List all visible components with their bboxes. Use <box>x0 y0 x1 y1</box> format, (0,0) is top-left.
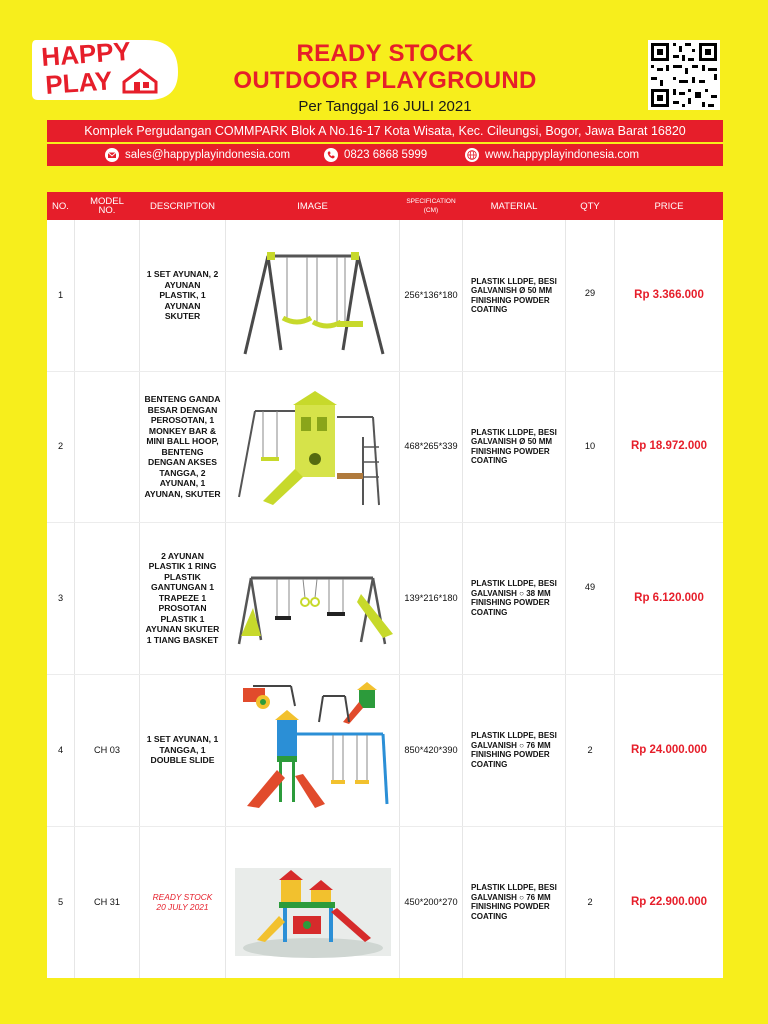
row-qty: 49 <box>584 582 596 592</box>
fort-playset-image <box>226 371 399 522</box>
swing-set-image <box>226 220 399 371</box>
phone-text: 0823 6868 5999 <box>344 149 428 161</box>
contact-bar <box>47 144 723 166</box>
row-price: Rp 18.972.000 <box>630 440 708 453</box>
header-titles <box>180 40 590 115</box>
phone-icon <box>324 148 338 162</box>
row-model <box>75 220 139 371</box>
date-label: Per Tanggal 16 JULI 2021 <box>298 98 472 115</box>
row-price: Rp 24.000.000 <box>630 743 708 756</box>
website-text: www.happyplayindonesia.com <box>485 149 640 161</box>
row-price: Rp 3.366.000 <box>634 289 704 302</box>
header-specification: SPECIFICATION (CM) <box>406 198 456 214</box>
website-contact[interactable] <box>465 144 639 166</box>
table-row <box>47 826 723 978</box>
svg-text:HAPPY: HAPPY <box>40 35 132 72</box>
swing-slide-image <box>226 522 399 674</box>
row-number: 4 <box>57 744 64 755</box>
table-row <box>47 220 723 372</box>
row-description: BENTENG GANDA BESAR DENGAN PEROSOTAN, 1 MONKEY BAR & MINI BALL HOOP, BENTENG DENGAN AKSES TANGGA, 2 AYUNAN, 1 AYUNAN, SKUTER <box>144 394 221 499</box>
price-table <box>47 192 723 978</box>
table-header <box>47 192 723 220</box>
header-price: PRICE <box>654 200 684 212</box>
row-material: PLASTIK LLDPE, BESI GALVANISH ○ 38 MM FINISHING POWDER COATING <box>471 579 557 617</box>
row-qty: 2 <box>587 744 593 755</box>
row-model: CH 31 <box>93 896 121 907</box>
row-description: 2 AYUNAN PLASTIK 1 RING PLASTIK GANTUNGAN 1 TRAPEZE 1 PROSOTAN PLASTIK 1 AYUNAN SKUTER 1 TIANG BASKET <box>145 550 220 645</box>
address-bar: Komplek Pergudangan COMMPARK Blok A No.16-17 Kota Wisata, Kec. Cileungsi, Bogor, Jawa Barat 16820 <box>47 120 723 142</box>
row-model <box>75 522 139 674</box>
row-number: 5 <box>57 896 64 907</box>
row-qty: 29 <box>584 288 596 298</box>
row-model: CH 03 <box>93 744 121 755</box>
row-number: 1 <box>57 290 64 301</box>
row-material: PLASTIK LLDPE, BESI GALVANISH Ø 50 MM FINISHING POWDER COATING <box>471 427 557 465</box>
email-contact[interactable] <box>105 144 290 166</box>
row-description: 1 SET AYUNAN, 2 AYUNAN PLASTIK, 1 AYUNAN SKUTER <box>146 269 219 322</box>
playground-ch03-image <box>226 674 399 826</box>
table-row <box>47 674 723 827</box>
row-material: PLASTIK LLDPE, BESI GALVANISH ○ 76 MM FINISHING POWDER COATING <box>471 883 557 921</box>
row-specification: 139*216*180 <box>404 592 458 603</box>
row-material: PLASTIK LLDPE, BESI GALVANISH ○ 76 MM FINISHING POWDER COATING <box>471 731 557 769</box>
row-number: 2 <box>57 441 64 452</box>
row-specification: 450*200*270 <box>404 896 458 907</box>
title-ready-stock: READY STOCK <box>296 40 474 67</box>
row-description: 1 SET AYUNAN, 1 TANGGA, 1 DOUBLE SLIDE <box>146 734 219 766</box>
header-material: MATERIAL <box>490 200 538 212</box>
playground-ch31-image <box>226 826 399 978</box>
header-image: IMAGE <box>297 200 328 212</box>
header-qty: QTY <box>580 200 600 212</box>
row-material: PLASTIK LLDPE, BESI GALVANISH Ø 50 MM FINISHING POWDER COATING <box>471 276 557 314</box>
row-specification: 468*265*339 <box>404 441 458 452</box>
header-no: NO. <box>52 200 69 212</box>
table-row <box>47 522 723 675</box>
email-text: sales@happyplayindonesia.com <box>125 149 291 161</box>
globe-icon <box>465 148 479 162</box>
row-specification: 256*136*180 <box>404 290 458 301</box>
row-qty: 2 <box>587 896 593 907</box>
header-model: MODEL NO. <box>90 196 124 216</box>
email-icon <box>105 148 119 162</box>
table-row <box>47 371 723 523</box>
row-model <box>75 371 139 522</box>
row-price: Rp 22.900.000 <box>630 895 708 908</box>
row-qty: 10 <box>584 441 596 452</box>
header-description: DESCRIPTION <box>150 200 215 212</box>
row-price: Rp 6.120.000 <box>634 591 704 604</box>
qr-code-icon <box>648 40 720 110</box>
row-number: 3 <box>57 592 64 603</box>
row-description-ready-stock-note: READY STOCK 20 JULY 2021 <box>152 891 213 912</box>
row-specification: 850*420*390 <box>404 744 458 755</box>
title-outdoor-playground: OUTDOOR PLAYGROUND <box>233 67 537 94</box>
happy-play-logo <box>28 34 178 106</box>
svg-text:PLAY: PLAY <box>44 65 114 100</box>
phone-contact[interactable] <box>324 144 427 166</box>
